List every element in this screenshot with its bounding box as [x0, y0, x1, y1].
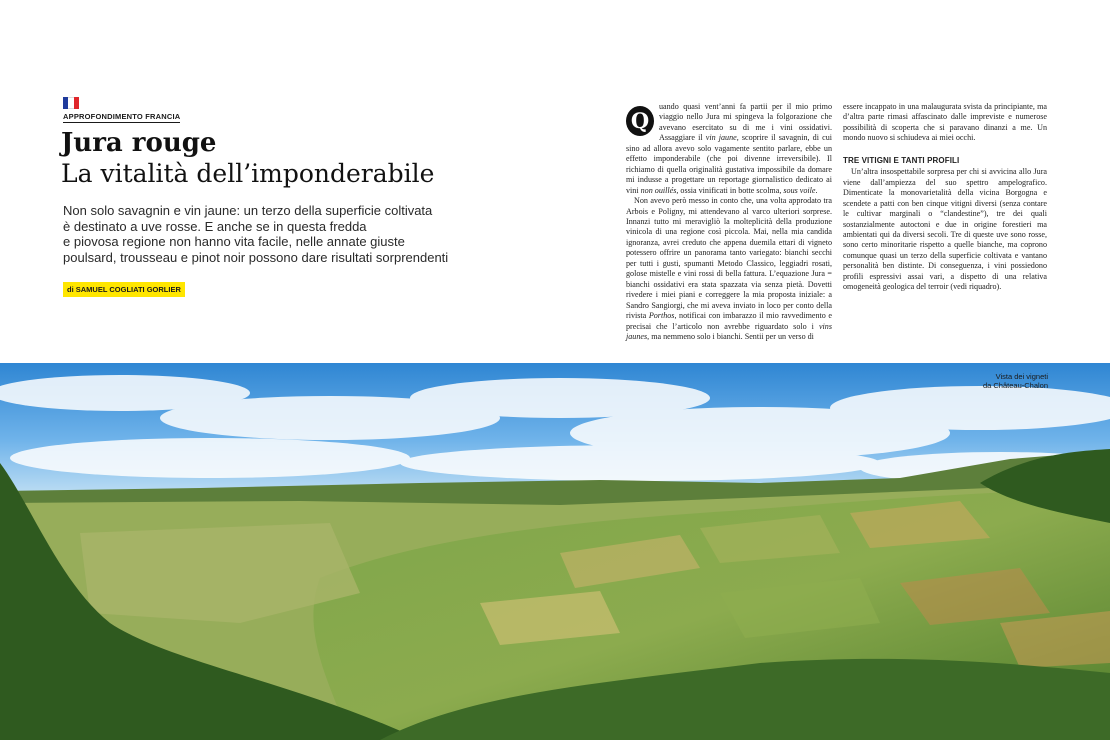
vineyard-landscape-photo — [0, 363, 1110, 740]
article-title: Jura rouge — [61, 128, 217, 158]
text-run: , scoprire il savagnin, di cui sino ad allora avevo solo vagamente sentito parlare, ebbe un effetto imponderabile (che poi divenne irreversibile). Il richiamo di quella originalità gustativa impossibile da domare mi indusse a progettare un reportage giornalistico dedicato ai vini — [626, 133, 832, 195]
paragraph-continued — [843, 102, 1047, 144]
article-subtitle: La vitalità dell’imponderabile — [61, 159, 435, 188]
paragraph: Un’altra insospettabile sorpresa per chi si avvicina allo Jura viene dall’ampiezza del suo spettro ampelografico. Dimenticate la monovarietalità della vicina Borgogna e scendete a patti con ben cinque vitigni diversi (senza contare le cultivar marginali o “clandestine”), tre dei quali sostanzialmente autoctoni e due in origine forestieri ma ambientati qui da diversi secoli. Tre di queste uve sono rosse, sono certo minoritarie rispetto a quelle bianche, ma coprono comunque quasi un terzo della superficie coltivata e vantano personalità ben distinte. Di conseguenza, i vini possiedono profili espressivi assai vari, a dispetto di una relativa omogeneità geologica del terroir (vedi riquadro). — [843, 167, 1047, 292]
section-subhead: TRE VITIGNI E TANTI PROFILI — [843, 155, 960, 165]
standfirst-line: è destinato a uve rosse. E anche se in questa fredda — [63, 218, 367, 234]
photo-caption — [983, 372, 1048, 390]
standfirst-line: poulsard, trousseau e pinot noir possono dare risultati sorprendenti — [63, 249, 449, 265]
section-label: APPROFONDIMENTO FRANCIA — [63, 112, 181, 121]
flag-stripe-red — [74, 97, 79, 109]
text-run: Non avevo però messo in conto che, una volta approdato tra Arbois e Poligny, mi attendevano al varco ulteriori sorprese. Innanzi tutto mi meravigliò la molteplicità della produzione vinicola di una regione così piccola. Mai, nella mia candida ignoranza, avrei creduto che appena duemila ettari di vigneto potessero offrire un panorama tanto variegato: bianchi secchi per tutti i gusti, spumanti Metodo Classico, leggiadri rosati, golose mistelle e vini rossi di bella fattura. L’equazione Jura = bianchi ossidativi era stata spazzata via senza pietà. Dovetti rivedere i miei piani e correggere la mia proposta iniziale: a Sandro Sangiorgi, che mi aveva inviato in loco per conto della rivista — [626, 196, 832, 321]
text-run: , ma nemmeno solo i bianchi. Sentii per un verso di — [647, 331, 814, 341]
caption-line: Vista dei vigneti — [995, 372, 1048, 381]
text-run: , notificai con imbarazzo il mio ravvedimento e precisai che l’articolo non avrebbe riguardato solo i — [626, 311, 832, 331]
text-run: , ossia vinificati in botte scolma, — [676, 185, 784, 195]
author-byline: di SAMUEL COGLIATI GORLIER — [63, 282, 185, 297]
text-run: . — [815, 185, 818, 195]
italic-term: non ouillés — [640, 185, 677, 195]
standfirst-line: Non solo savagnin e vin jaune: un terzo della superficie coltivata — [63, 203, 433, 218]
paragraph — [626, 102, 832, 196]
body-column-1 — [626, 102, 832, 342]
italic-term: vin jaune — [705, 133, 737, 143]
italic-term: sous voile — [783, 185, 816, 195]
text-run: uando quasi vent’anni fa partii per il mio primo viaggio nello Jura mi spingeva la folgorazione che avevano esercitato su di me i vini ossidativi. Assaggiare il — [659, 102, 832, 143]
text-run: essere incappato in una malaugurata svista da principiante, ma d’altra parte rimasi affascinato dalle impreviste e numerose possibilità di scoperta che si paravano dinanzi a me. Un mondo nuovo si schiudeva ai miei occhi. — [843, 102, 1047, 143]
italic-term: vins jaunes — [626, 321, 832, 341]
italic-term: Porthos — [648, 311, 675, 321]
drop-cap: Q — [626, 106, 654, 136]
paragraph — [626, 196, 832, 342]
body-column-2 — [843, 102, 1047, 293]
caption-line: da Château-Chalon — [982, 381, 1048, 390]
standfirst-line: e piovosa regione non hanno vita facile, nelle annate giuste — [63, 234, 405, 249]
french-flag-icon — [63, 97, 79, 109]
standfirst — [63, 203, 483, 265]
